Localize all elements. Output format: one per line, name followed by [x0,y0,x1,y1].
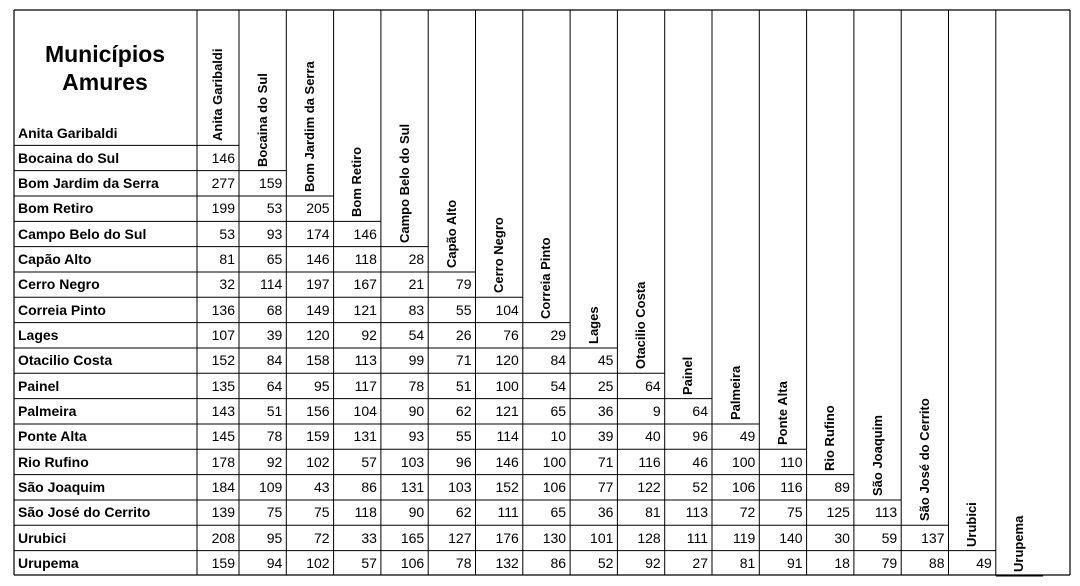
distance-cell: 71 [455,352,472,369]
distance-cell: 95 [314,377,330,394]
distance-cell: 53 [219,225,235,242]
distance-cell: 54 [550,377,567,394]
distance-cell: 88 [928,555,945,572]
distance-cell: 49 [739,428,756,445]
distance-cell: 92 [361,327,377,344]
distance-cell: 53 [266,200,283,217]
distance-cell: 90 [408,403,425,420]
distance-cell: 96 [455,453,472,470]
distance-cell: 104 [353,403,377,420]
distance-cell: 83 [408,301,425,318]
distance-cell: 79 [881,555,898,572]
distance-cell: 199 [211,200,235,217]
distance-cell: 146 [211,149,235,166]
column-header: Urupema [1011,515,1027,572]
distance-cell: 146 [495,453,519,470]
distance-cell: 100 [542,453,567,470]
table-title [14,40,196,96]
distance-cell: 114 [259,276,283,293]
distance-cell: 178 [211,453,235,470]
distance-cell: 40 [645,428,661,445]
distance-cell: 159 [306,428,330,445]
distance-cell: 64 [266,377,283,394]
distance-cell: 127 [448,529,472,546]
distance-cell: 156 [306,403,330,420]
distance-cell: 78 [455,555,472,572]
distance-cell: 110 [780,453,803,470]
distance-cell: 93 [266,225,283,242]
title-line: Amures [62,69,148,95]
distance-cell: 25 [597,377,614,394]
row-label: Anita Garibaldi [18,124,118,141]
distance-cell: 86 [550,555,567,572]
column-header: Capão Alto [443,199,459,268]
distance-cell: 113 [874,504,898,521]
distance-cell: 152 [211,352,235,369]
distance-cell: 122 [637,479,661,496]
column-header: Bocaina do Sul [254,72,270,167]
distance-cell: 52 [692,479,708,496]
distance-cell: 121 [495,403,519,420]
distance-cell: 86 [361,479,377,496]
distance-cell: 76 [503,327,519,344]
distance-cell: 43 [314,479,330,496]
column-header: Correia Pinto [538,237,554,319]
row-label: Palmeira [18,403,77,420]
distance-cell: 96 [692,428,708,445]
distance-cell: 116 [638,453,661,470]
distance-cell: 72 [739,504,756,521]
distance-cell: 81 [645,504,661,521]
column-header: Painel [680,356,696,395]
column-header: Palmeira [727,365,743,420]
distance-cell: 65 [550,403,567,420]
distance-cell: 174 [306,225,330,242]
distance-cell: 39 [266,327,283,344]
column-header: São José do Cerrito [916,398,932,522]
row-label: Urupema [18,555,79,572]
distance-cell: 71 [597,453,614,470]
distance-cell: 120 [495,352,519,369]
distance-cell: 39 [597,428,614,445]
distance-cell: 125 [826,504,850,521]
distance-cell: 21 [408,276,425,293]
distance-cell: 139 [211,504,235,521]
distance-cell: 205 [306,200,330,217]
distance-cell: 26 [455,327,472,344]
distance-cell: 149 [306,301,330,318]
title-line: Municípios [44,41,166,67]
distance-cell: 114 [496,428,519,445]
distance-cell: 152 [495,479,519,496]
distance-cell: 27 [692,555,708,572]
distance-cell: 78 [266,428,283,445]
row-label: Urubici [18,529,67,546]
distance-cell: 140 [779,529,803,546]
distance-cell: 81 [219,251,235,268]
row-label: Campo Belo do Sul [18,225,147,242]
row-label: São Joaquim [18,479,106,496]
distance-cell: 111 [686,529,708,546]
distance-cell: 51 [455,377,472,394]
distance-cell: 65 [266,251,283,268]
distance-cell: 32 [219,276,235,293]
column-header: Urubici [964,501,980,547]
column-header: Lages [585,306,601,344]
distance-cell: 46 [692,453,708,470]
row-label: Otacilio Costa [18,352,113,369]
distance-cell: 158 [306,352,330,369]
distance-cell: 106 [400,555,425,572]
distance-cell: 132 [495,555,519,572]
distance-cell: 93 [408,428,425,445]
distance-cell: 145 [211,428,235,445]
distance-cell: 113 [685,504,708,521]
column-header: Campo Belo do Sul [396,123,412,243]
distance-cell: 107 [211,327,235,344]
column-header: Bom Retiro [349,147,365,218]
distance-cell: 75 [787,504,803,521]
distance-cell: 102 [306,555,330,572]
row-label: Ponte Alta [18,428,87,445]
distance-cell: 100 [495,377,519,394]
distance-cell: 136 [211,301,235,318]
distance-cell: 103 [448,479,472,496]
distance-cell: 94 [266,555,283,572]
distance-cell: 146 [306,251,330,268]
distance-cell: 91 [787,555,803,572]
distance-cell: 77 [597,479,614,496]
column-header: Anita Garibaldi [210,48,225,142]
distance-cell: 64 [692,403,708,420]
distance-cell: 111 [497,504,519,521]
row-label: Bom Retiro [18,200,94,217]
distance-cell: 79 [455,276,472,293]
distance-cell: 55 [455,428,472,445]
distance-cell: 103 [400,453,425,470]
distance-cell: 78 [408,377,425,394]
distance-cell: 106 [542,479,567,496]
column-header: Rio Rufino [822,404,838,471]
distance-cell: 36 [597,504,614,521]
distance-cell: 62 [455,403,472,420]
distance-cell: 159 [211,555,235,572]
row-label: Cerro Negro [18,276,100,293]
distance-cell: 57 [361,555,377,572]
column-header: Bom Jardim da Serra [301,61,317,192]
distance-cell: 184 [211,479,235,496]
distance-cell: 92 [645,555,661,572]
distance-cell: 9 [652,403,661,420]
distance-cell: 104 [495,301,519,318]
distance-cell: 90 [408,504,425,521]
distance-cell: 10 [550,428,567,445]
distance-cell: 84 [266,352,283,369]
distance-cell: 128 [637,529,661,546]
distance-cell: 99 [408,352,425,369]
distance-cell: 109 [258,479,283,496]
distance-cell: 84 [550,352,567,369]
distance-cell: 65 [550,504,567,521]
distance-cell: 89 [834,479,850,496]
distance-cell: 137 [921,529,945,546]
distance-cell: 131 [400,479,425,496]
distance-cell: 121 [353,301,377,318]
distance-cell: 208 [211,529,235,546]
column-header: Otacilio Costa [633,281,649,370]
distance-cell: 57 [361,453,377,470]
distance-cell: 36 [597,403,614,420]
row-label: Rio Rufino [18,453,89,470]
row-label: São José do Cerrito [18,504,151,521]
row-label: Bocaina do Sul [18,149,120,166]
distance-cell: 277 [211,175,235,192]
distance-cell: 51 [266,403,283,420]
distance-cell: 130 [542,529,567,546]
distance-cell: 45 [597,352,614,369]
row-label: Lages [18,327,59,344]
row-label: Correia Pinto [18,301,106,318]
distance-cell: 52 [597,555,614,572]
distance-cell: 135 [211,377,235,394]
distance-cell: 18 [834,555,850,572]
distance-cell: 159 [258,175,283,192]
distance-cell: 113 [354,352,377,369]
distance-cell: 55 [455,301,472,318]
row-label: Bom Jardim da Serra [18,175,159,192]
column-header: Ponte Alta [774,381,790,446]
distance-cell: 54 [408,327,425,344]
distance-cell: 176 [495,529,519,546]
distance-cell: 167 [353,276,377,293]
distance-cell: 49 [976,555,992,572]
row-label: Capão Alto [18,251,92,268]
distance-cell: 146 [353,225,377,242]
distance-cell: 75 [314,504,330,521]
distance-cell: 106 [731,479,756,496]
distance-cell: 64 [645,377,661,394]
distance-cell: 117 [354,377,377,394]
column-header: São Joaquim [869,415,885,496]
distance-cell: 120 [306,327,330,344]
distance-cell: 29 [550,327,567,344]
distance-cell: 102 [306,453,330,470]
distance-cell: 28 [408,251,425,268]
distance-cell: 62 [455,504,472,521]
distance-cell: 119 [732,529,756,546]
distance-cell: 131 [353,428,377,445]
row-label: Painel [18,377,60,394]
distance-cell: 118 [354,504,377,521]
distance-cell: 100 [731,453,756,470]
distance-cell: 101 [590,529,614,546]
distance-cell: 197 [306,276,330,293]
distance-cell: 118 [354,251,377,268]
distance-cell: 95 [266,529,283,546]
distance-cell: 116 [780,479,803,496]
distance-cell: 92 [266,453,283,470]
distance-cell: 143 [211,403,235,420]
distance-cell: 68 [266,301,283,318]
distance-cell: 165 [400,529,425,546]
distance-cell: 72 [314,529,330,546]
distance-cell: 75 [266,504,283,521]
distance-cell: 59 [881,529,898,546]
distance-cell: 81 [739,555,756,572]
distance-cell: 33 [361,529,377,546]
column-header: Cerro Negro [491,217,507,294]
distance-cell: 30 [834,529,850,546]
